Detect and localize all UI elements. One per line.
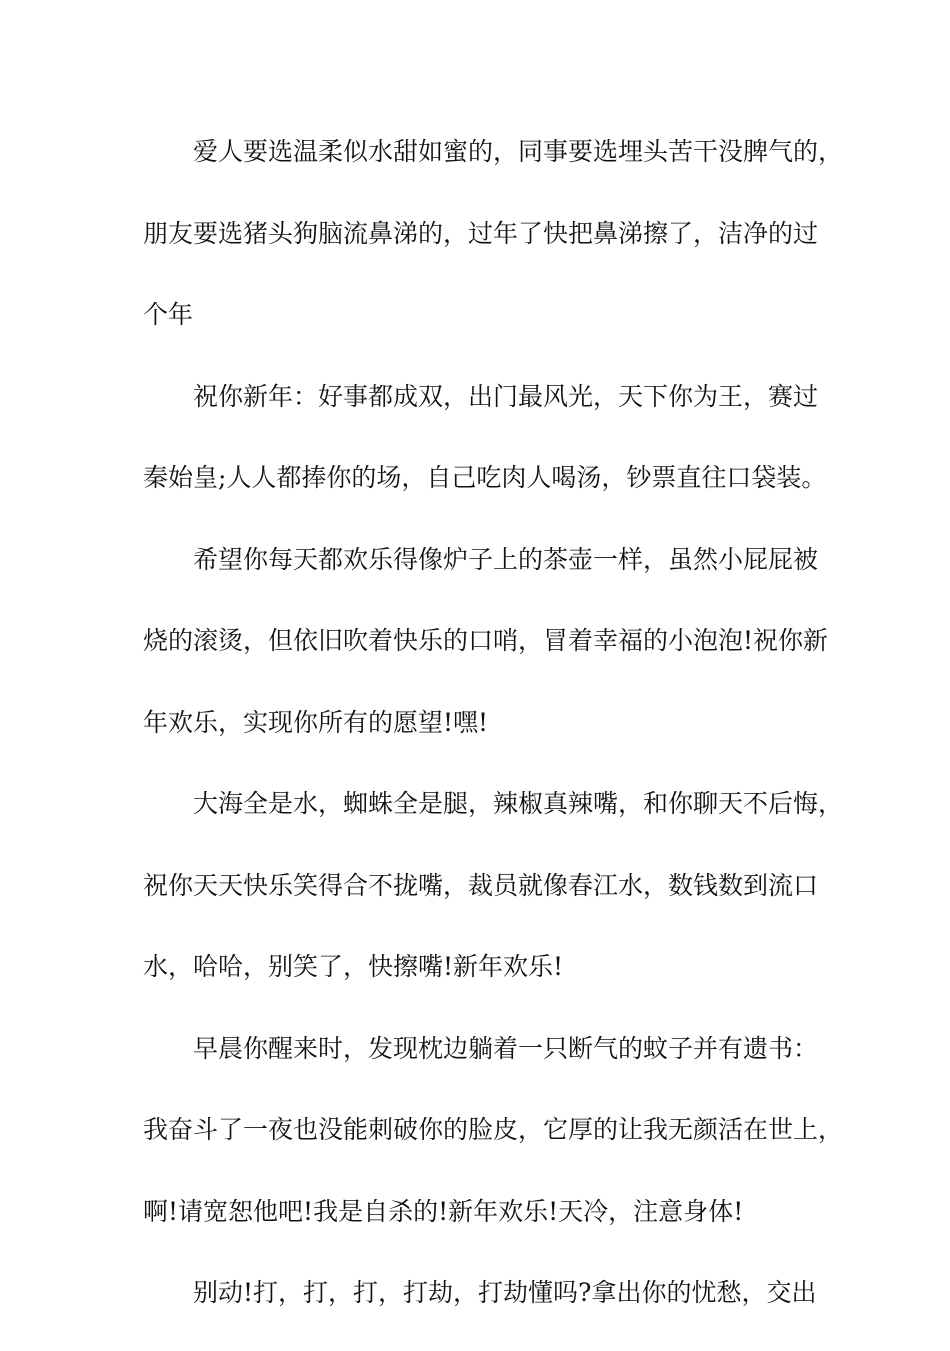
paragraph-line: 水，哈哈，别笑了，快擦嘴!新年欢乐! (143, 952, 564, 981)
paragraph-line: 希望你每天都欢乐得像炉子上的茶壶一样，虽然小屁屁被 (193, 544, 819, 574)
paragraph-line: 祝你天天快乐笑得合不拢嘴，裁员就像春江水，数钱数到流口 (143, 870, 819, 900)
paragraph-line: 早晨你醒来时，发现枕边躺着一只断气的蚊子并有遗书： (193, 1033, 819, 1063)
paragraph-line: 我奋斗了一夜也没能刺破你的脸皮，它厚的让我无颜活在世上， (143, 1115, 844, 1144)
paragraph-line: 朋友要选猪头狗脑流鼻涕的，过年了快把鼻涕擦了，洁净的过 (143, 218, 819, 248)
paragraph-line: 祝你新年：好事都成双，出门最风光，天下你为王，赛过 (193, 381, 819, 411)
paragraph-line: 啊!请宽恕他吧!我是自杀的!新年欢乐!天冷，注意身体! (143, 1196, 744, 1226)
paragraph-line: 爱人要选温柔似水甜如蜜的，同事要选埋头苦干没脾气的， (193, 137, 844, 166)
paragraph-line: 大海全是水，蜘蛛全是腿，辣椒真辣嘴，和你聊天不后悔， (193, 789, 844, 818)
paragraph-line: 年欢乐，实现你所有的愿望!嘿! (143, 707, 489, 737)
paragraph-line: 别动!打，打，打，打劫，打劫懂吗?拿出你的忧愁，交出 (193, 1278, 817, 1307)
paragraph-line: 个年 (143, 300, 194, 329)
paragraph-line: 烧的滚烫，但依旧吹着快乐的口哨，冒着幸福的小泡泡!祝你新 (143, 626, 829, 655)
document-body (143, 128, 844, 1351)
paragraph-line: 秦始皇;人人都捧你的场，自己吃肉人喝汤，钞票直往口袋装。 (143, 463, 827, 492)
